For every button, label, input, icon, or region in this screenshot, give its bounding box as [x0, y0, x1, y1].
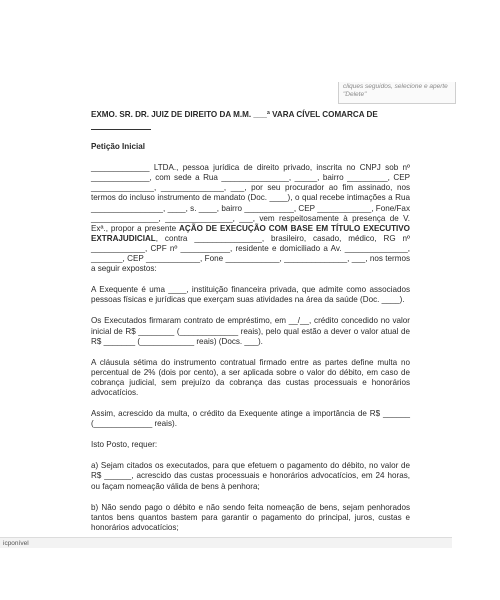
paragraph-item-a: a) Sejam citados os executados, para que efetuem o pagamento do débito, no valor de R$ ______, acrescido das custas processuais e honorários advocatícios, em 24 horas, ou façam nomeação válida de bens à penhora;: [91, 461, 410, 491]
action-title: AÇÃO DE EXECUÇÃO COM BASE EM TÍTULO EXECUTIVO EXTRAJUDICIAL: [91, 223, 410, 243]
paragraph-parties-end: , contra _______________, brasileiro, casado, médico, RG nº ____________, CPF nº ___________, residente e domiciliado a Av. ______________, _______, CEP ____________, Fone ____________, ______________, ___, nos termos a seguir expostos:: [91, 233, 410, 274]
section-title: Petição Inicial: [91, 142, 145, 152]
paragraph-parties: [91, 163, 410, 274]
addressee-blank-line: [91, 129, 151, 130]
document-body: [91, 110, 410, 544]
addressee-heading: [91, 110, 410, 120]
paragraph-contrato: Os Executados firmaram contrato de empréstimo, em __/__, crédito concedido no valor inicial de R$ ________ (_____________ reais), pelo qual estão a dever o valor atual de R$ _______ (____________ reais) (Docs. ___).: [91, 316, 410, 346]
paragraph-parties-start: _____________ LTDA., pessoa jurídica de direito privado, inscrita no CNPJ sob nº _____________, com sede a Rua _______________, _____, bairro _________, CEP ______________, ______________, ___, por seu procurador ao fim assinado, nos termos do incluso instrumento de mandato (Doc. ____), o qual recebe intimações a Rua ________________, ____, s. ____, bairro ___________, CEP ____________, Fone/Fax _______________, _______________, ___, vem respeitosamente à presença de V. Exª., propor a presente: [91, 163, 410, 233]
paragraph-credito: Assim, acrescido da multa, o crédito da Exequente atinge a importância de R$ ______ (_____________ reais).: [91, 409, 410, 429]
paragraph-requer: Isto Posto, requer:: [91, 440, 158, 450]
paragraph-multa: A cláusula sétima do instrumento contratual firmado entre as partes define multa no percentual de 2% (dois por cento), a ser aplicada sobre o valor do débito, em caso de cobrança judicial, sem prejuízo da cobrança das custas processuais e honorários advocatícios.: [91, 357, 410, 397]
status-bar: [0, 537, 452, 548]
paragraph-exequente: A Exequente é uma ____, instituição financeira privada, que admite como associados pessoas físicas e jurídicas que exerçam suas atividades na área da saúde (Doc. ____).: [91, 285, 410, 305]
paragraph-item-b: b) Não sendo pago o débito e não sendo feita nomeação de bens, sejam penhorados tantos bens quantos bastem para garantir o pagamento do principal, juros, custas e honorários advocatícios;: [91, 502, 410, 532]
comment-balloon[interactable]: [338, 82, 456, 104]
addressee-text: EXMO. SR. DR. JUIZ DE DIREITO DA M.M. ___ª VARA CÍVEL COMARCA DE: [91, 110, 378, 119]
comment-text: cliques seguidos, selecione e aperte "Delete": [343, 83, 448, 98]
status-bar-label: icponível: [3, 540, 29, 547]
